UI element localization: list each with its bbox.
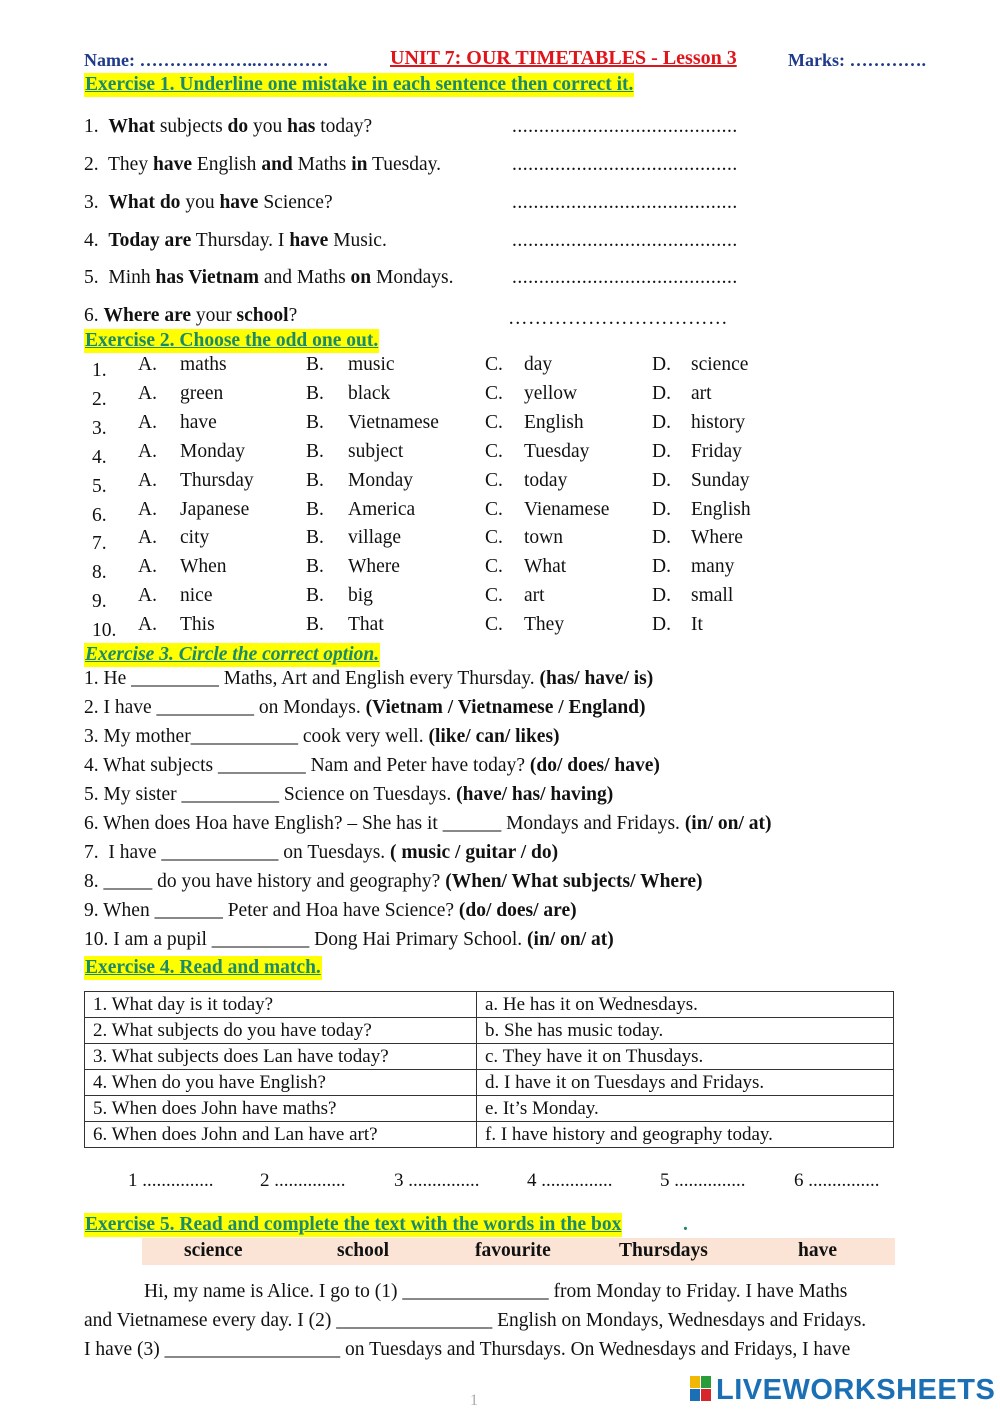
question-number: 7. (92, 533, 107, 555)
option-letter: B. (306, 469, 324, 491)
sentence-text: 4. (84, 230, 109, 251)
match-answer-blank[interactable]: 4 ............... (527, 1170, 613, 1191)
option-word[interactable]: yellow (524, 382, 578, 404)
option-letter: B. (306, 498, 324, 520)
option-letter: A. (138, 440, 157, 462)
sentence-text: ? (288, 305, 298, 326)
word-box-item: science (184, 1240, 243, 1261)
question-number: 4. (92, 446, 107, 468)
sentence-text: Music. (328, 230, 387, 251)
option-word[interactable]: Monday (348, 469, 413, 491)
answer-line[interactable]: …………………………… (508, 308, 728, 329)
answer-cell: c. They have it on Thusdays. (477, 1044, 894, 1070)
option-word[interactable]: Vietnamese (348, 411, 439, 433)
question-cell: 5. When does John have maths? (85, 1096, 477, 1122)
option-word[interactable]: history (691, 411, 746, 433)
answer-cell: e. It’s Monday. (477, 1096, 894, 1122)
match-answer-blank[interactable]: 2 ............... (260, 1170, 346, 1191)
answer-line[interactable]: .......................................... (512, 267, 738, 288)
exercise-1-sentence (84, 230, 387, 252)
option-row (84, 585, 984, 614)
option-letter: C. (485, 469, 503, 491)
sentence-text: 6. (84, 305, 104, 326)
option-letter: A. (138, 498, 157, 520)
sentence-text: 7. I have ____________ on Tuesdays. (84, 842, 391, 863)
answer-cell: f. I have history and geography today. (477, 1122, 894, 1148)
sentence-text: 3. (84, 192, 109, 213)
sentence-text: 3. My mother___________ cook very well. (84, 726, 429, 747)
option-word[interactable]: America (348, 498, 416, 520)
option-letter: D. (652, 440, 671, 462)
paragraph-line: I have (3) __________________ on Tuesdays and Thursdays. On Wednesdays and Fridays, I have (84, 1339, 851, 1360)
option-word[interactable]: village (348, 527, 402, 549)
exercise-1-sentence (84, 267, 453, 289)
exercise-3-sentence (84, 755, 660, 777)
page-title: UNIT 7: OUR TIMETABLES - Lesson 3 (390, 47, 737, 69)
question-number: 3. (92, 417, 107, 439)
option-letter: B. (306, 556, 324, 578)
table-row (85, 1044, 894, 1070)
keyword: have (289, 230, 329, 251)
option-letter: B. (306, 614, 324, 636)
option-word[interactable]: Japanese (180, 498, 250, 520)
option-letter: C. (485, 614, 503, 636)
option-row (84, 499, 984, 528)
answer-cell: d. I have it on Tuesdays and Fridays. (477, 1070, 894, 1096)
option-word[interactable]: art (524, 585, 545, 607)
option-word[interactable]: science (691, 354, 749, 375)
option-letter: D. (652, 411, 671, 433)
paragraph-line: and Vietnamese every day. I (2) ________________ English on Mondays, Wednesdays and Fridays. (84, 1310, 867, 1331)
question-number: 1. (92, 360, 107, 381)
exercise-3-sentence (84, 726, 560, 748)
option-word[interactable]: music (348, 354, 395, 375)
sentence-text: 5. My sister __________ Science on Tuesdays. (84, 784, 457, 805)
option-word[interactable]: subject (348, 440, 404, 462)
sentence-text: 6. When does Hoa have English? – She has it ______ Mondays and Fridays. (84, 813, 685, 834)
option-letter: A. (138, 585, 157, 607)
option-word[interactable]: maths (180, 354, 227, 375)
keyword: in (351, 154, 368, 175)
word-box-item: have (798, 1240, 837, 1261)
keyword: What (108, 116, 155, 137)
option-letter: B. (306, 354, 324, 375)
answer-cell: b. She has music today. (477, 1018, 894, 1044)
keyword: Today are (108, 230, 192, 251)
sentence-text: today? (315, 116, 373, 137)
exercise-3-sentence (84, 813, 772, 835)
option-row (84, 441, 984, 470)
question-number: 6. (92, 504, 107, 526)
answer-line[interactable]: .......................................... (512, 116, 738, 137)
sentence-text: you (180, 192, 220, 213)
option-word[interactable]: Thursday (180, 469, 254, 491)
keyword: school (236, 305, 289, 326)
sentence-text: English (191, 154, 262, 175)
option-word[interactable]: small (691, 585, 734, 607)
keyword: has Vietnam (155, 267, 259, 288)
sentence-text: 4. What subjects _________ Nam and Peter have today? (84, 755, 530, 776)
option-word[interactable]: town (524, 527, 563, 549)
match-answer-blank[interactable]: 3 ............... (394, 1170, 480, 1191)
keyword: has (287, 116, 316, 137)
option-letter: B. (306, 585, 324, 607)
exercise-3-sentence (84, 668, 653, 690)
question-number: 10. (92, 620, 117, 642)
table-row (85, 1122, 894, 1148)
option-word[interactable]: This (180, 614, 215, 636)
question-number: 8. (92, 562, 107, 584)
match-table (84, 991, 894, 1148)
table-row (85, 1096, 894, 1122)
option-row (84, 354, 984, 383)
sentence-text: 10. I am a pupil __________ Dong Hai Primary School. (84, 929, 528, 950)
answer-options[interactable]: ( music / guitar / do) (390, 842, 559, 863)
option-letter: D. (652, 614, 671, 636)
option-letter: C. (485, 354, 503, 375)
option-row (84, 412, 984, 441)
option-word[interactable]: Vienamese (524, 498, 610, 520)
table-row (85, 1070, 894, 1096)
option-word[interactable]: Friday (691, 440, 742, 462)
table-row (85, 1018, 894, 1044)
option-word[interactable]: many (691, 556, 735, 578)
answer-line[interactable]: .......................................... (512, 154, 738, 175)
word-box (142, 1238, 895, 1265)
option-word[interactable]: today (524, 469, 568, 491)
exercise-4-heading: Exercise 4. Read and match. (85, 957, 321, 978)
option-word[interactable]: day (524, 354, 553, 375)
option-letter: D. (652, 498, 671, 520)
option-letter: C. (485, 585, 503, 607)
option-word[interactable]: When (180, 556, 227, 578)
option-word[interactable]: Where (691, 527, 743, 549)
answer-line[interactable]: .......................................... (512, 192, 738, 213)
option-word[interactable]: big (348, 585, 373, 607)
option-word[interactable]: That (348, 614, 384, 636)
table-row (85, 992, 894, 1018)
exercise-1-sentence (84, 154, 441, 176)
name-field-label: Name: ………………..………… (84, 50, 329, 70)
page-number: 1 (470, 1392, 478, 1409)
liveworksheets-logo-icon (690, 1376, 712, 1402)
option-letter: C. (485, 382, 503, 404)
keyword: Where are (103, 305, 192, 326)
option-word[interactable]: Tuesday (524, 440, 590, 462)
option-word[interactable]: Monday (180, 440, 245, 462)
answer-options[interactable]: (Vietnam / Vietnamese / England) (365, 697, 646, 718)
option-word[interactable]: city (180, 527, 210, 549)
option-row (84, 383, 984, 412)
question-cell: 2. What subjects do you have today? (85, 1018, 477, 1044)
sentence-text: your (191, 305, 237, 326)
keyword: What do (108, 192, 181, 213)
option-word[interactable]: They (524, 614, 565, 636)
exercise-3-sentence (84, 871, 703, 893)
option-word[interactable]: green (180, 382, 224, 404)
exercise-3-sentence (84, 842, 558, 864)
exercise-1-sentence (84, 116, 372, 138)
exercise-2-heading: Exercise 2. Choose the odd one out. (85, 330, 379, 351)
option-letter: A. (138, 354, 157, 375)
exercise-1-heading: Exercise 1. Underline one mistake in each sentence then correct it. (85, 74, 634, 95)
exercise-3-heading: Exercise 3. Circle the correct option. (85, 644, 380, 665)
marks-field-label: Marks: …………. (788, 50, 926, 70)
question-cell: 3. What subjects does Lan have today? (85, 1044, 477, 1070)
answer-options[interactable]: (has/ have/ is) (539, 668, 654, 689)
option-letter: C. (485, 411, 503, 433)
option-word[interactable]: What (524, 556, 567, 578)
exercise-1-sentence (84, 305, 297, 327)
option-letter: A. (138, 469, 157, 491)
keyword: have (219, 192, 259, 213)
sentence-text: 1. He _________ Maths, Art and English every Thursday. (84, 668, 540, 689)
sentence-text: 2. I have __________ on Mondays. (84, 697, 366, 718)
exercise-5-heading-end: . (683, 1214, 688, 1235)
logo-text: LIVEWORKSHEETS (716, 1374, 996, 1406)
exercise-3-sentence (84, 929, 614, 951)
keyword: and (261, 154, 293, 175)
option-letter: A. (138, 556, 157, 578)
question-cell: 6. When does John and Lan have art? (85, 1122, 477, 1148)
liveworksheets-logo (690, 1374, 995, 1407)
exercise-3-sentence (84, 784, 613, 806)
option-letter: D. (652, 527, 671, 549)
option-word[interactable]: Where (348, 556, 400, 578)
exercise-3-sentence (84, 697, 646, 719)
answer-options[interactable]: (in/ on/ at) (684, 813, 772, 834)
option-letter: C. (485, 556, 503, 578)
option-letter: C. (485, 498, 503, 520)
exercise-3-sentence (84, 900, 577, 922)
option-word[interactable]: It (691, 614, 703, 636)
option-letter: B. (306, 382, 324, 404)
exercise-5-heading: Exercise 5. Read and complete the text with the words in the box (85, 1214, 622, 1235)
option-row (84, 527, 984, 556)
match-answer-blank[interactable]: 5 ............... (660, 1170, 746, 1191)
sentence-text: and Maths (259, 267, 351, 288)
sentence-text: 8. _____ do you have history and geography? (84, 871, 446, 892)
option-word[interactable]: English (691, 498, 751, 520)
option-letter: B. (306, 411, 324, 433)
option-letter: D. (652, 469, 671, 491)
option-word[interactable]: have (180, 411, 217, 433)
word-box-item: favourite (475, 1240, 551, 1261)
question-number: 5. (92, 475, 107, 497)
option-word[interactable]: English (524, 411, 584, 433)
option-row (84, 470, 984, 499)
question-number: 2. (92, 388, 107, 410)
sentence-text: Thursday. I (191, 230, 290, 251)
option-letter: A. (138, 411, 157, 433)
option-letter: D. (652, 556, 671, 578)
option-letter: D. (652, 382, 671, 404)
keyword: have (152, 154, 192, 175)
sentence-text: Science? (258, 192, 333, 213)
sentence-text: you (248, 116, 288, 137)
match-answer-blank[interactable]: 1 ............... (128, 1170, 214, 1191)
option-letter: D. (652, 585, 671, 607)
option-letter: B. (306, 440, 324, 462)
option-word[interactable]: Sunday (691, 469, 750, 491)
option-row (84, 614, 984, 643)
answer-options[interactable]: (like/ can/ likes) (428, 726, 560, 747)
option-letter: A. (138, 614, 157, 636)
answer-options[interactable]: (do/ does/ are) (458, 900, 577, 921)
option-word[interactable]: art (691, 382, 712, 404)
option-row (84, 556, 984, 585)
option-letter: D. (652, 354, 671, 375)
sentence-text: 1. (84, 116, 109, 137)
sentence-text: 2. They (84, 154, 153, 175)
sentence-text: 5. Minh (84, 267, 156, 288)
option-letter: C. (485, 527, 503, 549)
option-letter: B. (306, 527, 324, 549)
question-cell: 4. When do you have English? (85, 1070, 477, 1096)
exercise-1-sentence (84, 192, 333, 214)
answer-line[interactable]: .......................................... (512, 230, 738, 251)
match-answer-blank[interactable]: 6 ............... (794, 1170, 880, 1191)
sentence-text: 9. When _______ Peter and Hoa have Science? (84, 900, 459, 921)
option-letter: A. (138, 527, 157, 549)
option-letter: C. (485, 440, 503, 462)
word-box-item: school (337, 1240, 390, 1261)
answer-options[interactable]: (do/ does/ have) (529, 755, 660, 776)
answer-options[interactable]: (have/ has/ having) (456, 784, 614, 805)
keyword: on (350, 267, 372, 288)
option-word[interactable]: nice (180, 585, 213, 607)
sentence-text: Mondays. (371, 267, 454, 288)
sentence-text: subjects (154, 116, 228, 137)
sentence-text: Tuesday. (367, 154, 442, 175)
paragraph-line: Hi, my name is Alice. I go to (1) _______________ from Monday to Friday. I have Maths (144, 1281, 848, 1302)
sentence-text: Maths (292, 154, 352, 175)
answer-options[interactable]: (When/ What subjects/ Where) (445, 871, 703, 892)
question-number: 9. (92, 591, 107, 613)
answer-cell: a. He has it on Wednesdays. (477, 992, 894, 1018)
keyword: do (227, 116, 249, 137)
question-cell: 1. What day is it today? (85, 992, 477, 1018)
option-letter: A. (138, 382, 157, 404)
option-word[interactable]: black (348, 382, 391, 404)
answer-options[interactable]: (in/ on/ at) (527, 929, 614, 950)
word-box-item: Thursdays (619, 1240, 708, 1261)
